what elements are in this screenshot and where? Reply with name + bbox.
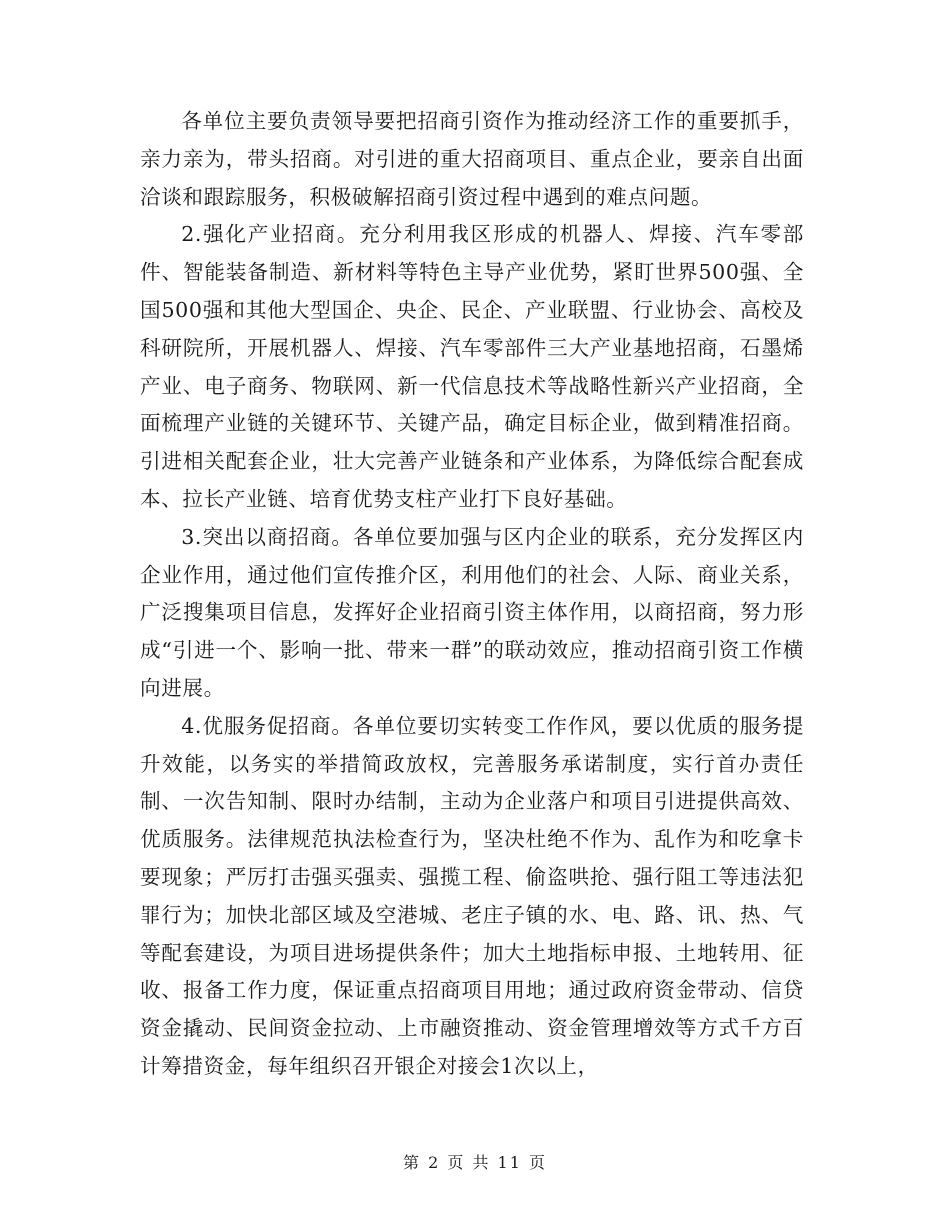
paragraph-service-investment: 4.优服务促招商。各单位要切实转变工作作风，要以优质的服务提升效能，以务实的举措简政放权，完善服务承诺制度，实行首办责任制、一次告知制、限时办结制，主动为企业落户和项目引进提供高效、优质服务。法律规范执法检查行为，坚决杜绝不作为、乱作为和吃拿卡要现象；严厉打击强买强卖、强揽工程、偷盗哄抢、强行阻工等违法犯罪行为；加快北部区域及空港城、老庄子镇的水、电、路、讯、热、气等配套建设，为项目进场提供条件；加大土地指标申报、土地转用、征收、报备工作力度，保证重点招商项目用地；通过政府资金带动、信贷资金撬动、民间资金拉动、上市融资推动、资金管理增效等方式千方百计筹措资金，每年组织召开银企对接会1次以上， [140, 713, 804, 1078]
paragraph-business-investment: 3.突出以商招商。各单位要加强与区内企业的联系，充分发挥区内企业作用，通过他们宣传推介区，利用他们的社会、人际、商业关系，广泛搜集项目信息，发挥好企业招商引资主体作用，以商招商，努力形成“引进一个、影响一批、带来一群”的联动效应，推动招商引资工作横向进展。 [140, 524, 804, 700]
page-number-footer: 第 2 页 共 11 页 [403, 1153, 547, 1172]
paragraph-leadership: 各单位主要负责领导要把招商引资作为推动经济工作的重要抓手，亲力亲为，带头招商。对引进的重大招商项目、重点企业，要亲自出面洽谈和跟踪服务，积极破解招商引资过程中遇到的难点问题。 [140, 109, 804, 209]
document-body [140, 103, 804, 1086]
paragraph-industry-investment: 2.强化产业招商。充分利用我区形成的机器人、焊接、汽车零部件、智能装备制造、新材料等特色主导产业优势，紧盯世界500强、全国500强和其他大型国企、央企、民企、产业联盟、行业协会、高校及科研院所，开展机器人、焊接、汽车零部件三大产业基地招商，石墨烯产业、电子商务、物联网、新一代信息技术等战略性新兴产业招商，全面梳理产业链的关键环节、关键产品，确定目标企业，做到精准招商。引进相关配套企业，壮大完善产业链条和产业体系，为降低综合配套成本、拉长产业链、培育优势支柱产业打下良好基础。 [140, 222, 804, 511]
